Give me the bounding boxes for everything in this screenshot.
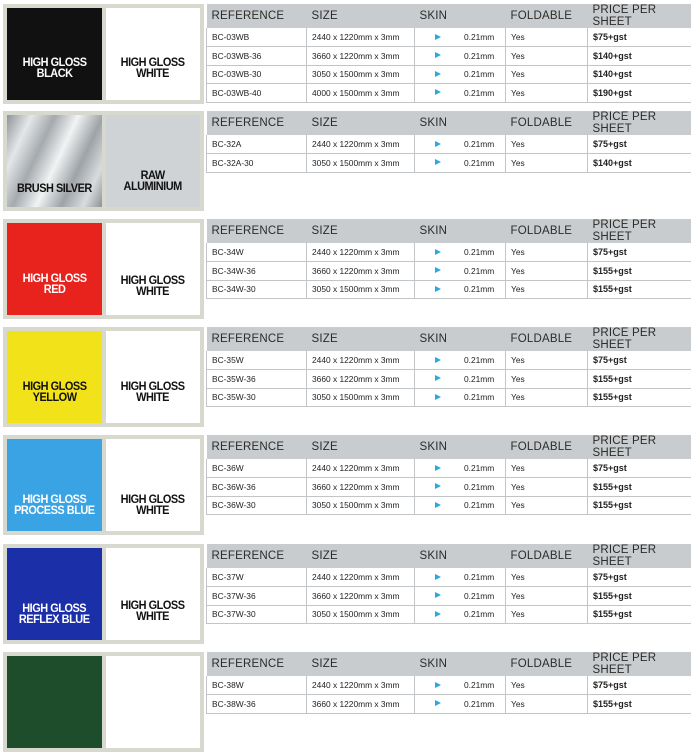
price-cell: $75+gst (588, 676, 691, 695)
front-color-swatch (7, 439, 102, 531)
foldable-cell: Yes (506, 47, 588, 66)
reference-cell: BC-32A (207, 135, 307, 154)
reference-cell: BC-34W (207, 243, 307, 262)
skin-value: 0.21mm (464, 157, 495, 168)
price-cell: $155+gst (588, 605, 691, 624)
back-color-swatch (106, 8, 201, 100)
foldable-cell: Yes (506, 695, 588, 714)
color-swatch-pair (3, 544, 204, 644)
table-header-row (207, 435, 691, 459)
table-header-row (207, 111, 691, 135)
reference-cell: BC-37W-30 (207, 605, 307, 624)
table-row (207, 47, 691, 66)
foldable-cell: Yes (506, 478, 588, 497)
reference-cell: BC-03WB-40 (207, 84, 307, 103)
back-color-swatch (106, 115, 201, 207)
foldable-cell: Yes (506, 370, 588, 389)
foldable-cell: Yes (506, 262, 588, 281)
skin-cell (415, 351, 506, 370)
size-cell: 3660 x 1220mm x 3mm (307, 370, 415, 389)
size-cell: 3050 x 1500mm x 3mm (307, 154, 415, 173)
skin-value: 0.21mm (464, 355, 495, 365)
skin-value: 0.21mm (464, 590, 495, 601)
foldable-cell: Yes (506, 676, 588, 695)
column-header-size: SIZE (307, 111, 415, 135)
skin-value: 0.21mm (464, 373, 495, 384)
skin-value: 0.21mm (464, 265, 495, 276)
size-cell: 2440 x 1220mm x 3mm (307, 351, 415, 370)
size-cell: 3660 x 1220mm x 3mm (307, 587, 415, 606)
table-row (207, 605, 691, 624)
foldable-cell: Yes (506, 351, 588, 370)
skin-value: 0.21mm (464, 139, 495, 149)
column-header-price: PRICE PER SHEET (588, 219, 691, 243)
skin-cell (415, 459, 506, 478)
skin-cell (415, 28, 506, 47)
swatch-label: HIGH GLOSS WHITE (120, 275, 185, 298)
table-header-row (207, 4, 691, 28)
spec-table (206, 4, 691, 103)
foldable-cell: Yes (506, 388, 588, 407)
foldable-cell: Yes (506, 496, 588, 515)
reference-cell: BC-37W (207, 568, 307, 587)
reference-cell: BC-36W-30 (207, 496, 307, 515)
foldable-cell: Yes (506, 65, 588, 84)
reference-cell: BC-35W (207, 351, 307, 370)
table-row (207, 695, 691, 714)
column-header-size: SIZE (307, 4, 415, 28)
column-header-size: SIZE (307, 435, 415, 459)
back-color-swatch (106, 656, 201, 748)
product-group (0, 219, 700, 319)
column-header-price: PRICE PER SHEET (588, 652, 691, 676)
skin-value: 0.21mm (464, 572, 495, 582)
back-color-swatch (106, 548, 201, 640)
price-cell: $75+gst (588, 135, 691, 154)
column-header-price: PRICE PER SHEET (588, 544, 691, 568)
back-color-swatch (106, 223, 201, 315)
skin-value: 0.21mm (464, 247, 495, 257)
table-header-row (207, 327, 691, 351)
price-cell: $155+gst (588, 280, 691, 299)
price-cell: $155+gst (588, 496, 691, 515)
play-triangle-icon (435, 394, 441, 400)
swatch-label: BRUSH SILVER (16, 183, 92, 195)
foldable-cell: Yes (506, 605, 588, 624)
play-triangle-icon (435, 286, 441, 292)
product-group (0, 435, 700, 535)
table-row (207, 568, 691, 587)
front-color-swatch (7, 8, 102, 100)
reference-cell: BC-03WB (207, 28, 307, 47)
front-color-swatch (7, 115, 102, 207)
table-header-row (207, 652, 691, 676)
skin-cell (415, 605, 506, 624)
table-row (207, 28, 691, 47)
size-cell: 2440 x 1220mm x 3mm (307, 135, 415, 154)
table-row (207, 496, 691, 515)
column-header-skin: SKIN (415, 544, 506, 568)
color-swatch-pair (3, 111, 204, 211)
reference-cell: BC-38W-36 (207, 695, 307, 714)
table-row (207, 478, 691, 497)
swatch-label: HIGH GLOSS WHITE (120, 494, 185, 517)
front-color-swatch (7, 548, 102, 640)
skin-value: 0.21mm (464, 463, 495, 473)
price-cell: $140+gst (588, 154, 691, 173)
reference-cell: BC-37W-36 (207, 587, 307, 606)
skin-cell (415, 496, 506, 515)
play-triangle-icon (435, 592, 441, 598)
column-header-price: PRICE PER SHEET (588, 435, 691, 459)
skin-cell (415, 568, 506, 587)
column-header-reference: REFERENCE (207, 111, 307, 135)
product-group (0, 111, 700, 211)
play-triangle-icon (435, 52, 441, 58)
play-triangle-icon (435, 89, 441, 95)
product-group (0, 327, 700, 427)
table-row (207, 135, 691, 154)
reference-cell: BC-35W-30 (207, 388, 307, 407)
table-row (207, 262, 691, 281)
price-cell: $190+gst (588, 84, 691, 103)
price-cell: $155+gst (588, 262, 691, 281)
column-header-skin: SKIN (415, 435, 506, 459)
color-swatch-pair (3, 4, 204, 104)
skin-cell (415, 243, 506, 262)
skin-cell (415, 280, 506, 299)
play-triangle-icon (435, 375, 441, 381)
swatch-label: RAW ALUMINIUM (123, 170, 182, 193)
skin-cell (415, 587, 506, 606)
skin-cell (415, 478, 506, 497)
swatch-label: HIGH GLOSS YELLOW (22, 381, 87, 404)
size-cell: 2440 x 1220mm x 3mm (307, 28, 415, 47)
spec-table (206, 111, 691, 173)
size-cell: 3660 x 1220mm x 3mm (307, 695, 415, 714)
price-cell: $75+gst (588, 351, 691, 370)
foldable-cell: Yes (506, 243, 588, 262)
skin-cell (415, 84, 506, 103)
product-group (0, 544, 700, 644)
play-triangle-icon (435, 267, 441, 273)
play-triangle-icon (435, 483, 441, 489)
skin-cell (415, 370, 506, 389)
play-triangle-icon (435, 159, 441, 165)
column-header-foldable: FOLDABLE (506, 544, 588, 568)
play-triangle-icon (435, 611, 441, 617)
size-cell: 3050 x 1500mm x 3mm (307, 280, 415, 299)
play-triangle-icon (435, 71, 441, 77)
foldable-cell: Yes (506, 28, 588, 47)
front-color-swatch (7, 331, 102, 423)
reference-cell: BC-34W-30 (207, 280, 307, 299)
skin-cell (415, 154, 506, 173)
table-row (207, 154, 691, 173)
swatch-label: HIGH GLOSS BLACK (22, 57, 87, 80)
spec-table (206, 435, 691, 515)
price-cell: $155+gst (588, 388, 691, 407)
table-header-row (207, 544, 691, 568)
foldable-cell: Yes (506, 135, 588, 154)
size-cell: 3050 x 1500mm x 3mm (307, 65, 415, 84)
swatch-label: HIGH GLOSS WHITE (120, 600, 185, 623)
spec-table (206, 327, 691, 407)
price-cell: $140+gst (588, 65, 691, 84)
back-color-swatch (106, 331, 201, 423)
column-header-reference: REFERENCE (207, 219, 307, 243)
column-header-size: SIZE (307, 327, 415, 351)
size-cell: 3660 x 1220mm x 3mm (307, 478, 415, 497)
size-cell: 3660 x 1220mm x 3mm (307, 47, 415, 66)
price-cell: $155+gst (588, 370, 691, 389)
swatch-label: HIGH GLOSS WHITE (120, 57, 185, 80)
reference-cell: BC-36W (207, 459, 307, 478)
front-color-swatch (7, 223, 102, 315)
skin-cell (415, 262, 506, 281)
column-header-foldable: FOLDABLE (506, 435, 588, 459)
table-row (207, 84, 691, 103)
column-header-reference: REFERENCE (207, 327, 307, 351)
table-row (207, 587, 691, 606)
column-header-foldable: FOLDABLE (506, 4, 588, 28)
foldable-cell: Yes (506, 587, 588, 606)
price-cell: $75+gst (588, 28, 691, 47)
play-triangle-icon (435, 34, 441, 40)
table-row (207, 676, 691, 695)
column-header-reference: REFERENCE (207, 4, 307, 28)
column-header-skin: SKIN (415, 327, 506, 351)
size-cell: 2440 x 1220mm x 3mm (307, 676, 415, 695)
column-header-skin: SKIN (415, 4, 506, 28)
table-row (207, 388, 691, 407)
table-header-row (207, 219, 691, 243)
table-row (207, 65, 691, 84)
price-cell: $75+gst (588, 568, 691, 587)
column-header-skin: SKIN (415, 652, 506, 676)
color-swatch-pair (3, 435, 204, 535)
skin-value: 0.21mm (464, 500, 495, 511)
size-cell: 2440 x 1220mm x 3mm (307, 243, 415, 262)
skin-cell (415, 65, 506, 84)
play-triangle-icon (435, 357, 441, 363)
table-row (207, 243, 691, 262)
color-swatch-pair (3, 219, 204, 319)
reference-cell: BC-35W-36 (207, 370, 307, 389)
skin-value: 0.21mm (464, 481, 495, 492)
column-header-foldable: FOLDABLE (506, 652, 588, 676)
product-group (0, 4, 700, 104)
foldable-cell: Yes (506, 84, 588, 103)
skin-cell (415, 388, 506, 407)
column-header-foldable: FOLDABLE (506, 327, 588, 351)
size-cell: 3050 x 1500mm x 3mm (307, 388, 415, 407)
swatch-label: HIGH GLOSS RED (22, 273, 87, 296)
skin-value: 0.21mm (464, 32, 495, 42)
column-header-reference: REFERENCE (207, 435, 307, 459)
product-group (0, 652, 700, 752)
column-header-skin: SKIN (415, 111, 506, 135)
reference-cell: BC-03WB-36 (207, 47, 307, 66)
skin-cell (415, 135, 506, 154)
play-triangle-icon (435, 141, 441, 147)
spec-table (206, 219, 691, 299)
column-header-size: SIZE (307, 652, 415, 676)
size-cell: 3050 x 1500mm x 3mm (307, 496, 415, 515)
table-row (207, 351, 691, 370)
reference-cell: BC-38W (207, 676, 307, 695)
reference-cell: BC-36W-36 (207, 478, 307, 497)
column-header-price: PRICE PER SHEET (588, 327, 691, 351)
skin-value: 0.21mm (464, 392, 495, 403)
price-cell: $75+gst (588, 459, 691, 478)
price-cell: $75+gst (588, 243, 691, 262)
skin-value: 0.21mm (464, 609, 495, 620)
column-header-price: PRICE PER SHEET (588, 111, 691, 135)
color-swatch-pair (3, 652, 204, 752)
skin-value: 0.21mm (464, 680, 495, 690)
price-cell: $155+gst (588, 587, 691, 606)
column-header-skin: SKIN (415, 219, 506, 243)
column-header-reference: REFERENCE (207, 652, 307, 676)
reference-cell: BC-32A-30 (207, 154, 307, 173)
skin-cell (415, 695, 506, 714)
spec-table (206, 652, 691, 714)
front-color-swatch (7, 656, 102, 748)
play-triangle-icon (435, 574, 441, 580)
size-cell: 3050 x 1500mm x 3mm (307, 605, 415, 624)
play-triangle-icon (435, 249, 441, 255)
foldable-cell: Yes (506, 459, 588, 478)
reference-cell: BC-03WB-30 (207, 65, 307, 84)
play-triangle-icon (435, 700, 441, 706)
column-header-price: PRICE PER SHEET (588, 4, 691, 28)
swatch-label: HIGH GLOSS WHITE (120, 381, 185, 404)
size-cell: 2440 x 1220mm x 3mm (307, 459, 415, 478)
size-cell: 2440 x 1220mm x 3mm (307, 568, 415, 587)
skin-cell (415, 47, 506, 66)
column-header-foldable: FOLDABLE (506, 111, 588, 135)
foldable-cell: Yes (506, 280, 588, 299)
table-row (207, 459, 691, 478)
column-header-size: SIZE (307, 544, 415, 568)
column-header-foldable: FOLDABLE (506, 219, 588, 243)
skin-value: 0.21mm (464, 284, 495, 295)
column-header-reference: REFERENCE (207, 544, 307, 568)
table-row (207, 280, 691, 299)
spec-table (206, 544, 691, 624)
skin-value: 0.21mm (464, 50, 495, 61)
column-header-size: SIZE (307, 219, 415, 243)
reference-cell: BC-34W-36 (207, 262, 307, 281)
foldable-cell: Yes (506, 568, 588, 587)
play-triangle-icon (435, 502, 441, 508)
skin-value: 0.21mm (464, 69, 495, 80)
size-cell: 3660 x 1220mm x 3mm (307, 262, 415, 281)
play-triangle-icon (435, 682, 441, 688)
swatch-label: HIGH GLOSS REFLEX BLUE (18, 603, 90, 626)
skin-cell (415, 676, 506, 695)
skin-value: 0.21mm (464, 698, 495, 709)
color-swatch-pair (3, 327, 204, 427)
table-row (207, 370, 691, 389)
price-cell: $140+gst (588, 47, 691, 66)
back-color-swatch (106, 439, 201, 531)
skin-value: 0.21mm (464, 87, 495, 98)
swatch-label: HIGH GLOSS PROCESS BLUE (13, 494, 95, 517)
play-triangle-icon (435, 465, 441, 471)
size-cell: 4000 x 1500mm x 3mm (307, 84, 415, 103)
price-cell: $155+gst (588, 478, 691, 497)
price-cell: $155+gst (588, 695, 691, 714)
foldable-cell: Yes (506, 154, 588, 173)
